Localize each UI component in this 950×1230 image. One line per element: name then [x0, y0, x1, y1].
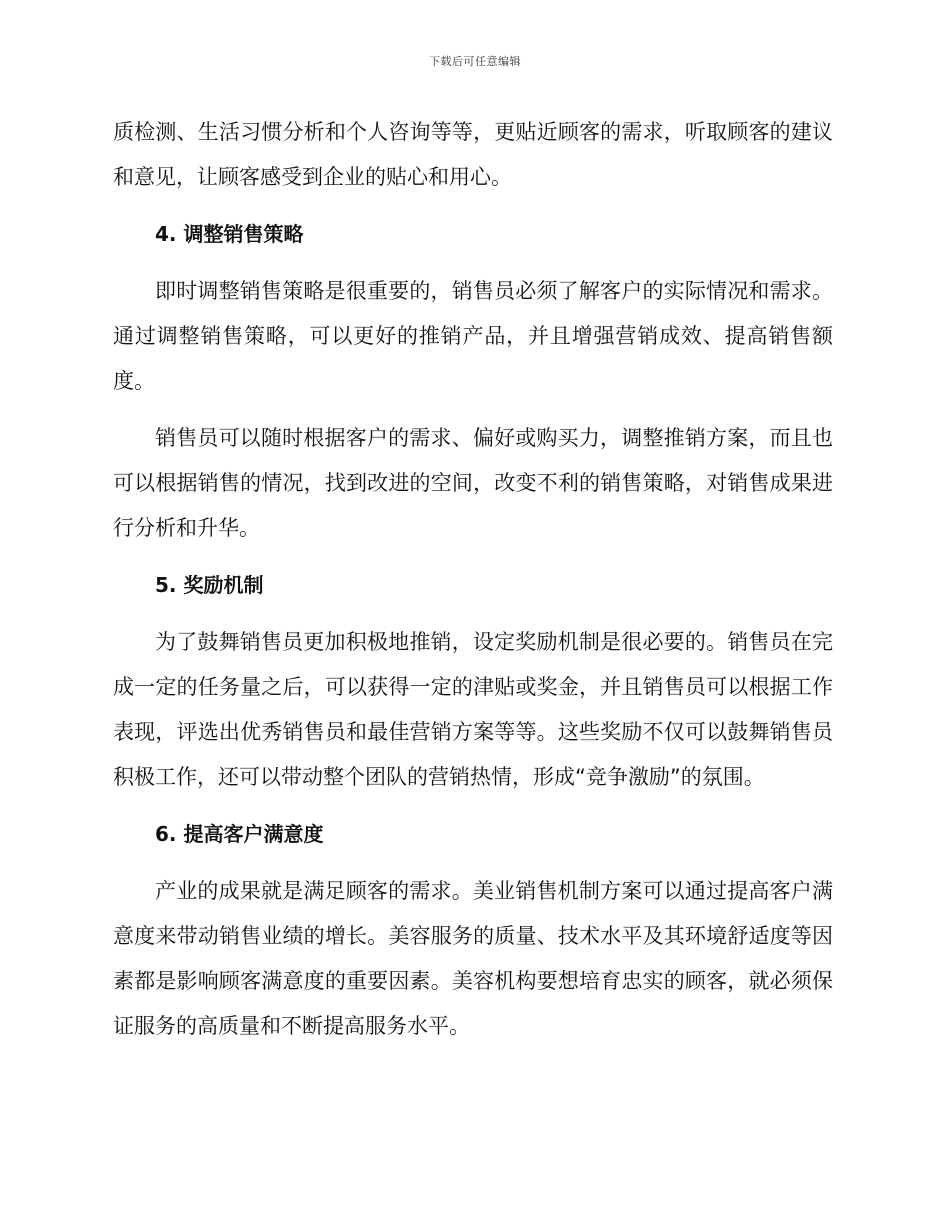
section-5-paragraph-1: 为了鼓舞销售员更加积极地推销，设定奖励机制是很必要的。销售员在完成一定的任务量之后，可以获得一定的津贴或奖金，并且销售员可以根据工作表现，评选出优秀销售员和最佳营销方案等等。这些奖励不仅可以鼓舞销售员积极工作，还可以带动整个团队的营销热情，形成“竞争激励”的氛围。 [113, 630, 833, 789]
page-header: 下载后可任意编辑 [429, 55, 521, 68]
intro-paragraph: 质检测、生活习惯分析和个人咨询等等，更贴近顾客的需求，听取顾客的建议和意见，让顾客感受到企业的贴心和用心。 [113, 120, 833, 189]
section-4-paragraph-1: 即时调整销售策略是很重要的，销售员必须了解客户的实际情况和需求。通过调整销售策略，可以更好的推销产品，并且增强营销成效、提高销售额度。 [113, 279, 833, 393]
section-4-paragraph-2: 销售员可以随时根据客户的需求、偏好或购买力，调整推销方案，而且也可以根据销售的情况，找到改进的空间，改变不利的销售策略，对销售成果进行分析和升华。 [113, 426, 833, 540]
section-6-paragraph-1: 产业的成果就是满足顾客的需求。美业销售机制方案可以通过提高客户满意度来带动销售业绩的增长。美容服务的质量、技术水平及其环境舒适度等因素都是影响顾客满意度的重要因素。美容机构要想培育忠实的顾客，就必须保证服务的高质量和不断提高服务水平。 [113, 879, 833, 1038]
section-heading-4: 4. 调整销售策略 [155, 222, 304, 246]
section-heading-6: 6. 提高客户满意度 [155, 822, 324, 846]
document-body [113, 110, 833, 1061]
section-heading-5: 5. 奖励机制 [155, 573, 264, 597]
